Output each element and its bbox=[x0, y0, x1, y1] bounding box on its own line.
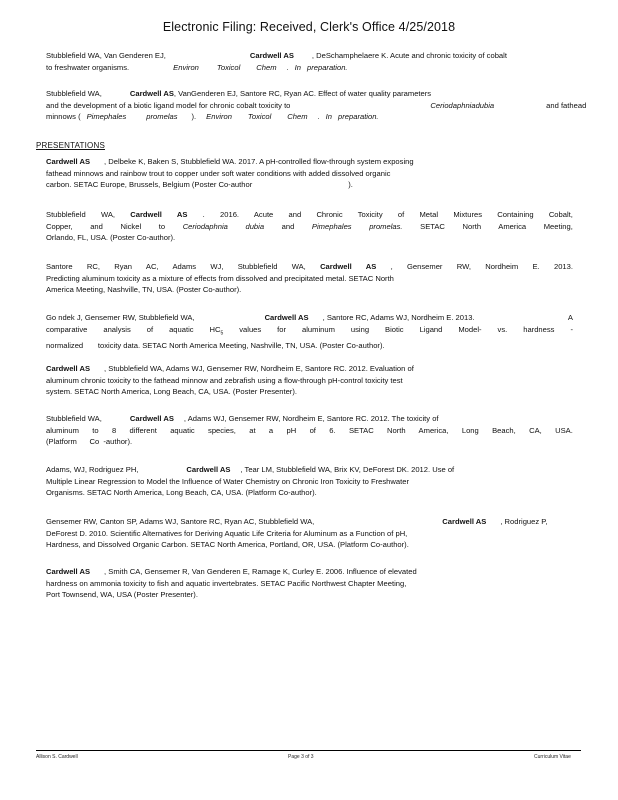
text: ). bbox=[348, 180, 353, 189]
presentation-entry bbox=[46, 209, 573, 244]
text: Stubblefield WA, bbox=[46, 414, 102, 423]
word: pH bbox=[286, 425, 297, 435]
text: In bbox=[325, 112, 333, 121]
text: Go ndek J, Gensemer RW, Stubblefield WA, bbox=[46, 313, 195, 322]
word: USA. bbox=[555, 425, 573, 435]
word: to bbox=[92, 425, 99, 435]
text: Adams, WJ, Rodriguez PH, bbox=[46, 465, 139, 474]
text-line: America Meeting, Nashville, TN, USA. (Poster Co-author). bbox=[46, 285, 242, 294]
word: hardness bbox=[523, 324, 555, 334]
word: - bbox=[570, 324, 573, 334]
text: , Stubblefield WA, Adams WJ, Gensemer RW, Nordheim E, Santore RC. 2012. Evaluation of bbox=[104, 364, 414, 373]
word: Nordheim bbox=[485, 262, 519, 271]
word: RC, bbox=[86, 262, 100, 271]
footer-author-name: Allison S. Cardwell bbox=[36, 754, 78, 760]
text-line bbox=[46, 100, 587, 112]
text: , Tear LM, Stubblefield WA, Brix KV, DeForest DK. 2012. Use of bbox=[240, 465, 455, 474]
word: RW, bbox=[456, 262, 471, 271]
presentation-entry bbox=[46, 363, 573, 398]
text: ). bbox=[191, 112, 197, 121]
word: SETAC bbox=[348, 425, 374, 435]
species-name: dubia bbox=[245, 221, 265, 231]
text-line: hardness on ammonia toxicity to fish and aquatic invertebrates. SETAC Pacific Northwest Chapter Meeting, bbox=[46, 578, 407, 588]
text: , Delbeke K, Baken S, Stubblefield WA. 2017. A pH-controlled flow-through system exposing bbox=[104, 157, 414, 166]
presentation-entry bbox=[46, 413, 573, 448]
word: using bbox=[350, 324, 370, 334]
text: In bbox=[294, 62, 301, 72]
text-line: Orlando, FL, USA. (Poster Co-author). bbox=[46, 233, 176, 242]
text-line: Port Townsend, WA, USA (Poster Presenter). bbox=[46, 590, 198, 599]
word: . 2016. bbox=[202, 210, 240, 219]
text-line bbox=[46, 312, 573, 324]
text: and fathead bbox=[546, 100, 587, 110]
word: Mixtures bbox=[453, 210, 483, 219]
word: Biotic bbox=[385, 324, 404, 334]
presentation-entry bbox=[46, 464, 573, 499]
footer-divider bbox=[36, 750, 581, 751]
word: Stubblefield bbox=[46, 210, 86, 219]
word: and bbox=[281, 221, 295, 231]
word: North bbox=[462, 221, 482, 231]
page-header-title: Electronic Filing: Received, Clerk's Office 4/25/2018 bbox=[162, 20, 456, 34]
author-highlight: Cardwell AS bbox=[264, 313, 309, 322]
presentation-entry bbox=[46, 312, 573, 351]
text: carbon. SETAC Europe, Brussels, Belgium (Poster Co-author bbox=[46, 180, 253, 189]
author-highlight: Cardwell AS bbox=[46, 157, 91, 166]
text-line bbox=[46, 425, 573, 437]
word: a bbox=[268, 425, 274, 435]
footer-page-number: Page 3 of 3 bbox=[288, 754, 314, 760]
word: Chronic bbox=[316, 210, 343, 219]
footer-document-title: Curriculum Vitae bbox=[534, 754, 571, 760]
text-line: normalized toxicity data. SETAC North America Meeting, Nashville, TN, USA. (Poster Co-author). bbox=[46, 340, 385, 350]
text-line bbox=[46, 111, 573, 123]
text: A bbox=[567, 313, 573, 322]
text: Stubblefield WA, bbox=[46, 89, 102, 98]
journal-name: Chem bbox=[256, 62, 277, 72]
text-line bbox=[46, 324, 573, 340]
author-highlight: Cardwell AS bbox=[442, 517, 487, 526]
author-highlight: Cardwell AS bbox=[129, 89, 174, 98]
publication-entry bbox=[46, 50, 573, 73]
journal-name: Chem bbox=[287, 112, 308, 121]
word: and bbox=[288, 210, 302, 219]
text-line: Hardness, and Dissolved Organic Carbon. SETAC North America, Portland, OR, USA. (Platform Co-author). bbox=[46, 540, 409, 549]
word: aquatic bbox=[170, 425, 195, 435]
text-line bbox=[46, 566, 573, 578]
publication-entry bbox=[46, 88, 587, 123]
word: Santore bbox=[46, 262, 73, 271]
text: , Santore RC, Adams WJ, Nordheim E. 2013. bbox=[322, 313, 475, 322]
text-line bbox=[46, 209, 573, 221]
species-name: promelas. bbox=[369, 221, 403, 231]
word: values bbox=[239, 324, 262, 334]
word: Ryan bbox=[114, 262, 133, 271]
text: , VanGenderen EJ, Santore RC, Ryan AC. Effect of water quality parameters bbox=[173, 89, 432, 98]
text: Gensemer RW, Canton SP, Adams WJ, Santore RC, Ryan AC, Stubblefield WA, bbox=[46, 517, 315, 526]
text-line: Predicting aluminum toxicity as a mixture of effects from dissolved and precipitated metal. SETAC North bbox=[46, 273, 394, 283]
word: Stubblefield WA, bbox=[237, 262, 306, 271]
text: . bbox=[286, 62, 289, 72]
text-line bbox=[46, 464, 573, 476]
word: E. bbox=[532, 262, 540, 271]
word: Beach, bbox=[492, 425, 516, 435]
presentation-entry bbox=[46, 566, 573, 601]
text-line: DeForest D. 2010. Scientific Alternatives for Deriving Aquatic Life Criteria for Aluminum as a Function of pH, bbox=[46, 528, 408, 538]
text: HC bbox=[209, 324, 221, 334]
journal-name: Environ bbox=[173, 62, 199, 72]
word: Metal bbox=[419, 210, 439, 219]
text-line bbox=[46, 88, 573, 100]
word: America bbox=[498, 221, 527, 231]
word: Model- bbox=[458, 324, 482, 334]
text-line bbox=[46, 62, 573, 74]
text: , DeSchamphelaere K. Acute and chronic toxicity of cobalt bbox=[311, 51, 507, 60]
word bbox=[209, 324, 224, 337]
word: vs. bbox=[497, 324, 508, 334]
author-highlight: Cardwell AS bbox=[46, 364, 91, 373]
word: SETAC bbox=[420, 221, 445, 231]
text: Stubblefield WA, Van Genderen EJ, bbox=[46, 51, 166, 60]
word: Meeting, bbox=[543, 221, 573, 231]
text-line bbox=[46, 50, 573, 62]
presentation-entry bbox=[46, 156, 573, 191]
text-line: system. SETAC North America, Long Beach, CA, USA. (Poster Presenter). bbox=[46, 387, 297, 396]
text-line: Organisms. SETAC North America, Long Beach, CA, USA. (Platform Co-author). bbox=[46, 488, 317, 497]
presentation-entry bbox=[46, 261, 573, 296]
text-line: aluminum chronic toxicity to the fathead minnow and zebrafish using a flow-through pH-control toxicity test bbox=[46, 375, 403, 385]
word: CA, bbox=[529, 425, 542, 435]
text-line bbox=[46, 156, 573, 168]
word: for bbox=[277, 324, 287, 334]
text-line bbox=[46, 261, 573, 273]
text: . bbox=[317, 112, 320, 121]
word: , Gensemer bbox=[390, 262, 443, 271]
word: aluminum bbox=[46, 425, 79, 435]
journal-name: Environ bbox=[206, 112, 232, 121]
text-line: (Platform Co -author). bbox=[46, 437, 133, 446]
word: to bbox=[158, 221, 166, 231]
text: , Adams WJ, Gensemer RW, Nordheim E, Santore RC. 2012. The toxicity of bbox=[183, 414, 439, 423]
text-line bbox=[46, 516, 573, 528]
species-name: promelas bbox=[146, 112, 178, 121]
word: WA, bbox=[100, 210, 115, 219]
word: North bbox=[387, 425, 406, 435]
text-line bbox=[46, 179, 573, 191]
word: aluminum bbox=[302, 324, 335, 334]
species-name: Ceriodaphnia bbox=[182, 221, 228, 231]
text: , Smith CA, Gensemer R, Van Genderen E, Ramage K, Curley E. 2006. Influence of elevated bbox=[104, 567, 417, 576]
author-highlight: Cardwell AS bbox=[129, 414, 174, 423]
text: , Rodriguez P, bbox=[500, 517, 548, 526]
word: Copper, bbox=[46, 221, 73, 231]
text: preparation. bbox=[338, 112, 379, 121]
author-highlight: Cardwell AS bbox=[249, 51, 294, 60]
journal-name: Toxicol bbox=[247, 112, 272, 121]
author-highlight: Cardwell AS bbox=[46, 567, 91, 576]
word: of bbox=[397, 210, 405, 219]
text-line: fathead minnows and rainbow trout to copper under soft water conditions with added dissolved organic bbox=[46, 168, 391, 178]
author-highlight: Cardwell AS bbox=[130, 210, 188, 219]
word: analysis bbox=[103, 324, 131, 334]
subscript: 5 bbox=[220, 330, 224, 337]
species-name: Pimephales bbox=[311, 221, 352, 231]
word: different bbox=[129, 425, 157, 435]
species-name: Ceriodaphniadubia bbox=[430, 100, 495, 110]
word: of bbox=[146, 324, 154, 334]
word: Containing bbox=[497, 210, 534, 219]
text-line: Multiple Linear Regression to Model the Influence of Water Chemistry on Chronic Iron Toxicity to Freshwater bbox=[46, 476, 409, 486]
journal-name: Toxicol bbox=[216, 62, 241, 72]
word: at bbox=[249, 425, 256, 435]
word: comparative bbox=[46, 324, 88, 334]
text: to freshwater organisms. bbox=[46, 62, 130, 72]
word: aquatic bbox=[169, 324, 194, 334]
author-highlight: Cardwell AS bbox=[320, 262, 377, 271]
word: species, bbox=[208, 425, 236, 435]
text-line bbox=[46, 363, 573, 375]
word: and bbox=[90, 221, 103, 231]
word: Ligand bbox=[419, 324, 443, 334]
text-line bbox=[46, 221, 573, 233]
word: 6. bbox=[329, 425, 336, 435]
word: 2013. bbox=[553, 262, 573, 271]
author-highlight: Cardwell AS bbox=[186, 465, 231, 474]
word: of bbox=[309, 425, 316, 435]
word: Acute bbox=[253, 210, 274, 219]
word: America, bbox=[418, 425, 449, 435]
species-name: Pimephales bbox=[86, 112, 127, 121]
text: and the development of a biotic ligand model for chronic cobalt toxicity to bbox=[46, 100, 291, 110]
text: preparation. bbox=[307, 62, 348, 72]
section-heading: PRESENTATIONS bbox=[36, 141, 105, 150]
word: Adams WJ, bbox=[172, 262, 224, 271]
word: 8 bbox=[111, 425, 117, 435]
word: Cobalt, bbox=[548, 210, 573, 219]
text: minnows ( bbox=[46, 112, 81, 121]
word: AC, bbox=[145, 262, 159, 271]
word: Nickel bbox=[120, 221, 142, 231]
word: Toxicity bbox=[357, 210, 383, 219]
presentation-entry bbox=[46, 516, 573, 551]
word: Long bbox=[461, 425, 479, 435]
text-line bbox=[46, 413, 573, 425]
